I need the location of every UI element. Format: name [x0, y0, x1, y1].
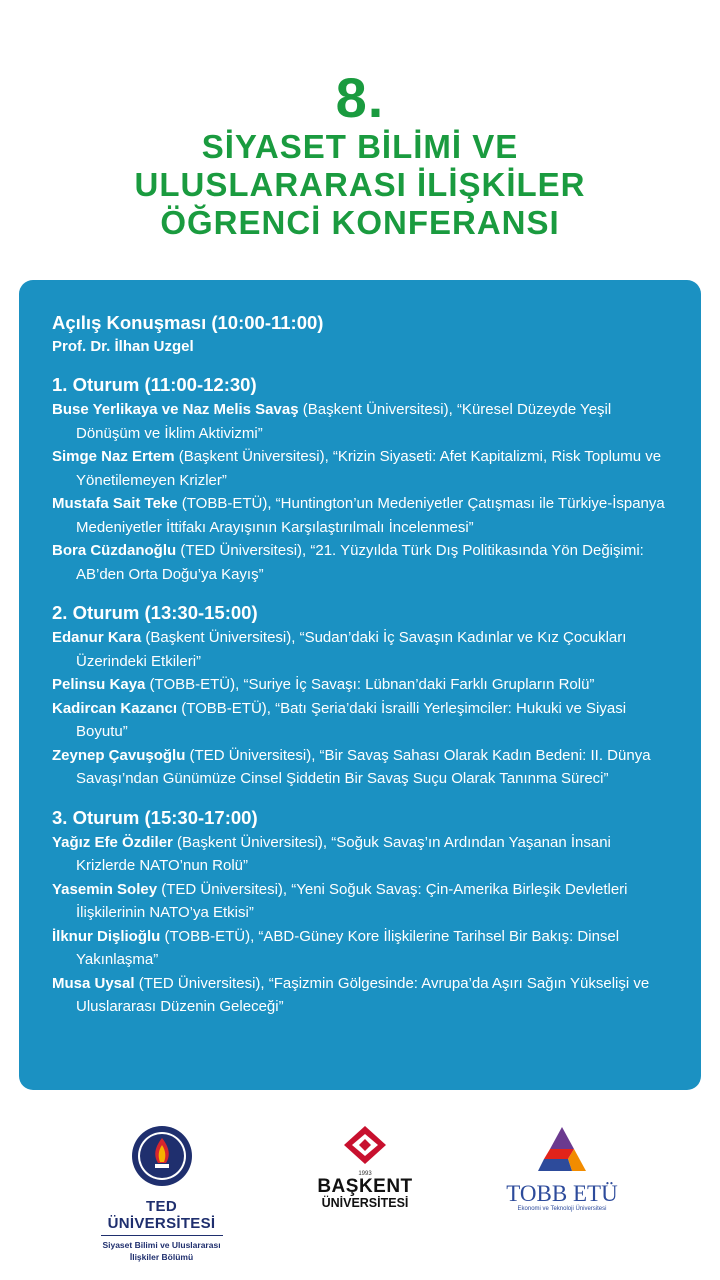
opening-title: Açılış Konuşması (10:00-11:00): [52, 312, 324, 333]
talk-speakers: Pelinsu Kaya: [52, 676, 146, 693]
ted-emblem-icon: [131, 1125, 193, 1187]
tobb-logo-name: TOBB ETÜ: [506, 1181, 618, 1206]
talk-details: (TOBB-ETÜ), “ABD-Güney Kore İlişkilerine Tarihsel Bir Bakış: Dinsel Yakınlaşma”: [76, 927, 620, 968]
program-panel: [19, 280, 701, 1090]
talk-item: [52, 398, 671, 445]
baskent-logo-name: BAŞKENT: [317, 1176, 413, 1197]
talk-details: (Başkent Üniversitesi), “Sudan’daki İç Savaşın Kadınlar ve Kız Çocukları Üzerindeki Etkileri”: [76, 629, 627, 670]
talk-speakers: Edanur Kara: [52, 629, 142, 646]
tobb-logo-subtitle: Ekonomi ve Teknoloji Üniversitesi: [517, 1206, 607, 1212]
talk-speakers: Kadircan Kazancı: [52, 699, 178, 717]
talk-item: [52, 972, 671, 1019]
tobb-etu-logo: [498, 1125, 626, 1212]
talk-speakers: Yağız Efe Özdiler: [52, 833, 173, 851]
edition-number: 8.: [335, 66, 385, 129]
session-title: 3. Oturum (15:30-17:00): [52, 806, 258, 828]
talk-details: (TOBB-ETÜ), “Suriye İç Savaşı: Lübnan’daki Farklı Grupların Rolü”: [145, 676, 595, 693]
talk-speakers: Simge Naz Ertem: [52, 448, 175, 465]
talk-item: [52, 673, 671, 697]
ted-logo-name: TED ÜNİVERSİTESİ: [107, 1198, 216, 1232]
session-title: 2. Oturum (13:30-15:00): [52, 602, 258, 623]
talk-item: [52, 539, 671, 586]
talk-speakers: Yasemin Soley: [52, 880, 158, 898]
talk-speakers: Bora Cüzdanoğlu: [52, 542, 177, 559]
sponsor-logos: [0, 1120, 720, 1262]
tobb-emblem-icon: [534, 1125, 590, 1175]
conference-header: [0, 68, 720, 242]
session-3: [52, 805, 671, 1019]
talk-details: (TOBB-ETÜ), “Huntington’un Medeniyetler Çatışması ile Türkiye-İspanya Medeniyetler İttifakı Arayışının Karşılaştırılmalı İncelenmesi”: [76, 495, 665, 536]
opening-speaker: Prof. Dr. İlhan Uzgel: [52, 338, 194, 355]
talk-details: (Başkent Üniversitesi), “Soğuk Savaş’ın Ardından Yaşanan İnsani Krizlerde NATO’nun Rolü”: [76, 833, 611, 874]
talk-speakers: Musa Uysal: [52, 974, 135, 992]
baskent-university-logo: [300, 1125, 430, 1210]
ted-logo-subtitle-1: Siyaset Bilimi ve Uluslararası: [102, 1240, 221, 1250]
title-line-2: ULUSLARARASI İLİŞKİLER: [134, 166, 586, 203]
talk-speakers: Mustafa Sait Teke: [52, 495, 178, 512]
talk-item: [52, 744, 671, 791]
ted-university-logo: [94, 1125, 229, 1263]
title-line-1: SİYASET BİLİMİ VE: [201, 128, 519, 165]
talk-details: (Başkent Üniversitesi), “Küresel Düzeyde Yeşil Dönüşüm ve İklim Aktivizmi”: [76, 401, 612, 442]
talk-details: (TOBB-ETÜ), “Batı Şeria’daki İsrailli Yerleşimciler: Hukuki ve Siyasi Boyutu”: [76, 699, 627, 740]
opening-section: [52, 310, 671, 358]
talk-details: (TED Üniversitesi), “Faşizmin Gölgesinde: Avrupa’da Aşırı Sağın Yükselişi ve Uluslararası Düzenin Geleceği”: [76, 974, 650, 1015]
session-1: [52, 372, 671, 586]
session-title: 1. Oturum (11:00-12:30): [52, 374, 257, 395]
talk-item: [52, 925, 671, 972]
title-line-3: ÖĞRENCİ KONFERANSI: [160, 204, 560, 241]
talk-details: (TED Üniversitesi), “Yeni Soğuk Savaş: Çin-Amerika Birleşik Devletleri İlişkilerinin NATO’ya Etkisi”: [76, 880, 628, 921]
talk-details: (Başkent Üniversitesi), “Krizin Siyaseti: Afet Kapitalizmi, Risk Toplumu ve Yönetilemeyen Krizler”: [76, 448, 662, 489]
talk-details: (TED Üniversitesi), “Bir Savaş Sahası Olarak Kadın Bedeni: II. Dünya Savaşı’ndan Günümüze Cinsel Şiddetin Bir Savaş Suçu Olarak Tanınma Süreci”: [76, 746, 651, 787]
talk-speakers: Zeynep Çavuşoğlu: [52, 746, 186, 764]
talk-item: [52, 697, 671, 744]
ted-logo-subtitle-2: İlişkiler Bölümü: [129, 1252, 194, 1262]
ted-logo-divider: [101, 1235, 223, 1236]
baskent-emblem-icon: [341, 1125, 389, 1165]
talk-item: [52, 492, 671, 539]
baskent-logo-year: 1993: [358, 1171, 372, 1177]
talk-item: [52, 626, 671, 673]
talk-item: [52, 445, 671, 492]
talk-details: (TED Üniversitesi), “21. Yüzyılda Türk Dış Politikasında Yön Değişimi: AB’den Orta Doğu’ya Kayış”: [76, 542, 644, 583]
baskent-logo-subtitle: ÜNİVERSİTESİ: [321, 1196, 409, 1210]
session-2: [52, 600, 671, 791]
talk-item: [52, 878, 671, 925]
talk-speakers: İlknur Dişlioğlu: [52, 927, 161, 945]
talk-item: [52, 831, 671, 878]
talk-speakers: Buse Yerlikaya ve Naz Melis Savaş: [52, 401, 299, 418]
